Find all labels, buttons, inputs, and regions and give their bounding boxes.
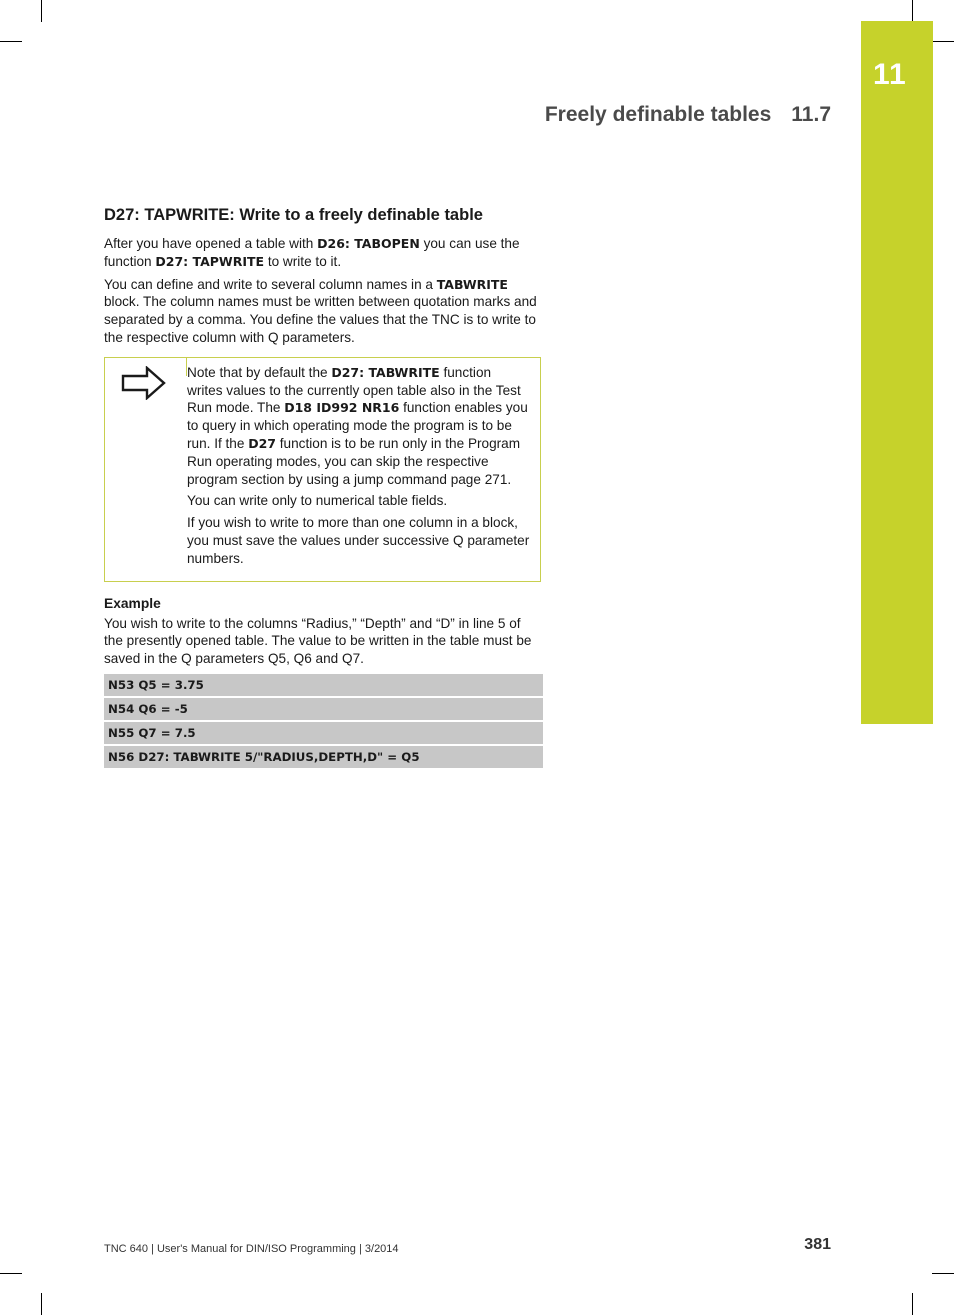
crop-mark — [41, 0, 42, 22]
note-text — [187, 358, 540, 581]
running-header — [545, 103, 831, 127]
command-name: D27 — [248, 435, 276, 451]
crop-mark — [912, 1293, 913, 1315]
command-name: D18 ID992 NR16 — [284, 400, 400, 416]
text-run: you can use the function — [104, 236, 520, 269]
note-paragraph-1 — [187, 364, 530, 489]
command-name: D27: TAPWRITE — [155, 253, 265, 269]
arrow-right-icon — [121, 366, 167, 400]
note-paragraph-3: If you wish to write to more than one column in a block, you must save the values under successive Q parameter numbers. — [187, 515, 530, 566]
chapter-number: 11 — [873, 58, 907, 91]
chapter-tab — [861, 21, 933, 724]
text-run: block. The column names must be written between quotation marks and separated by a comma. You define the values that the TNC is to write to the respective column with Q parameters. — [104, 294, 537, 345]
crop-mark — [41, 1293, 42, 1315]
code-line: N55 Q7 = 7.5 — [104, 722, 543, 744]
code-line: N54 Q6 = -5 — [104, 698, 543, 720]
command-name: D27: TABWRITE — [331, 364, 440, 380]
text-run: Note that by default the — [187, 364, 332, 380]
code-block — [104, 674, 543, 768]
crop-mark — [932, 41, 954, 42]
text-run: You can define and write to several column names in a — [104, 276, 437, 292]
main-content — [104, 206, 542, 770]
intro-paragraph-1 — [104, 235, 542, 271]
example-text: You wish to write to the columns “Radius,” “Depth” and “D” in line 5 of the presently opened table. The value to be written in the table must be saved in the Q parameters Q5, Q6 and Q7. — [104, 615, 532, 667]
header-title: Freely definable tables — [544, 103, 772, 126]
code-line: N56 D27: TABWRITE 5/"RADIUS,DEPTH,D" = Q5 — [104, 746, 543, 768]
text-run: function enables you to query in which operating mode the program is to be run. If the — [187, 400, 528, 451]
command-name: TABWRITE — [436, 276, 508, 292]
header-section-number: 11.7 — [791, 103, 831, 126]
intro-paragraph-2 — [104, 276, 542, 347]
note-paragraph-2: You can write only to numerical table fields. — [187, 493, 448, 509]
crop-mark — [912, 0, 913, 22]
page-number: 381 — [804, 1236, 831, 1253]
text-run: to write to it. — [264, 253, 342, 269]
crop-mark — [0, 1273, 22, 1274]
section-title: D27: TAPWRITE: Write to a freely definable table — [104, 206, 483, 224]
text-run: After you have opened a table with — [104, 236, 318, 251]
crop-mark — [932, 1273, 954, 1274]
note-icon-column — [105, 358, 187, 581]
footer-text: TNC 640 | User's Manual for DIN/ISO Programming | 3/2014 — [104, 1243, 399, 1255]
command-name: D26: TABOPEN — [317, 236, 420, 251]
crop-mark — [0, 41, 22, 42]
code-line: N53 Q5 = 3.75 — [104, 674, 543, 696]
text-run: function is to be run only in the Program Run operating modes, you can skip the respective program section by using a jump command page 271. — [187, 435, 521, 487]
note-box — [104, 357, 541, 582]
text-run: function writes values to the currently open table also in the Test Run mode. The — [187, 364, 521, 416]
example-title: Example — [104, 595, 161, 611]
